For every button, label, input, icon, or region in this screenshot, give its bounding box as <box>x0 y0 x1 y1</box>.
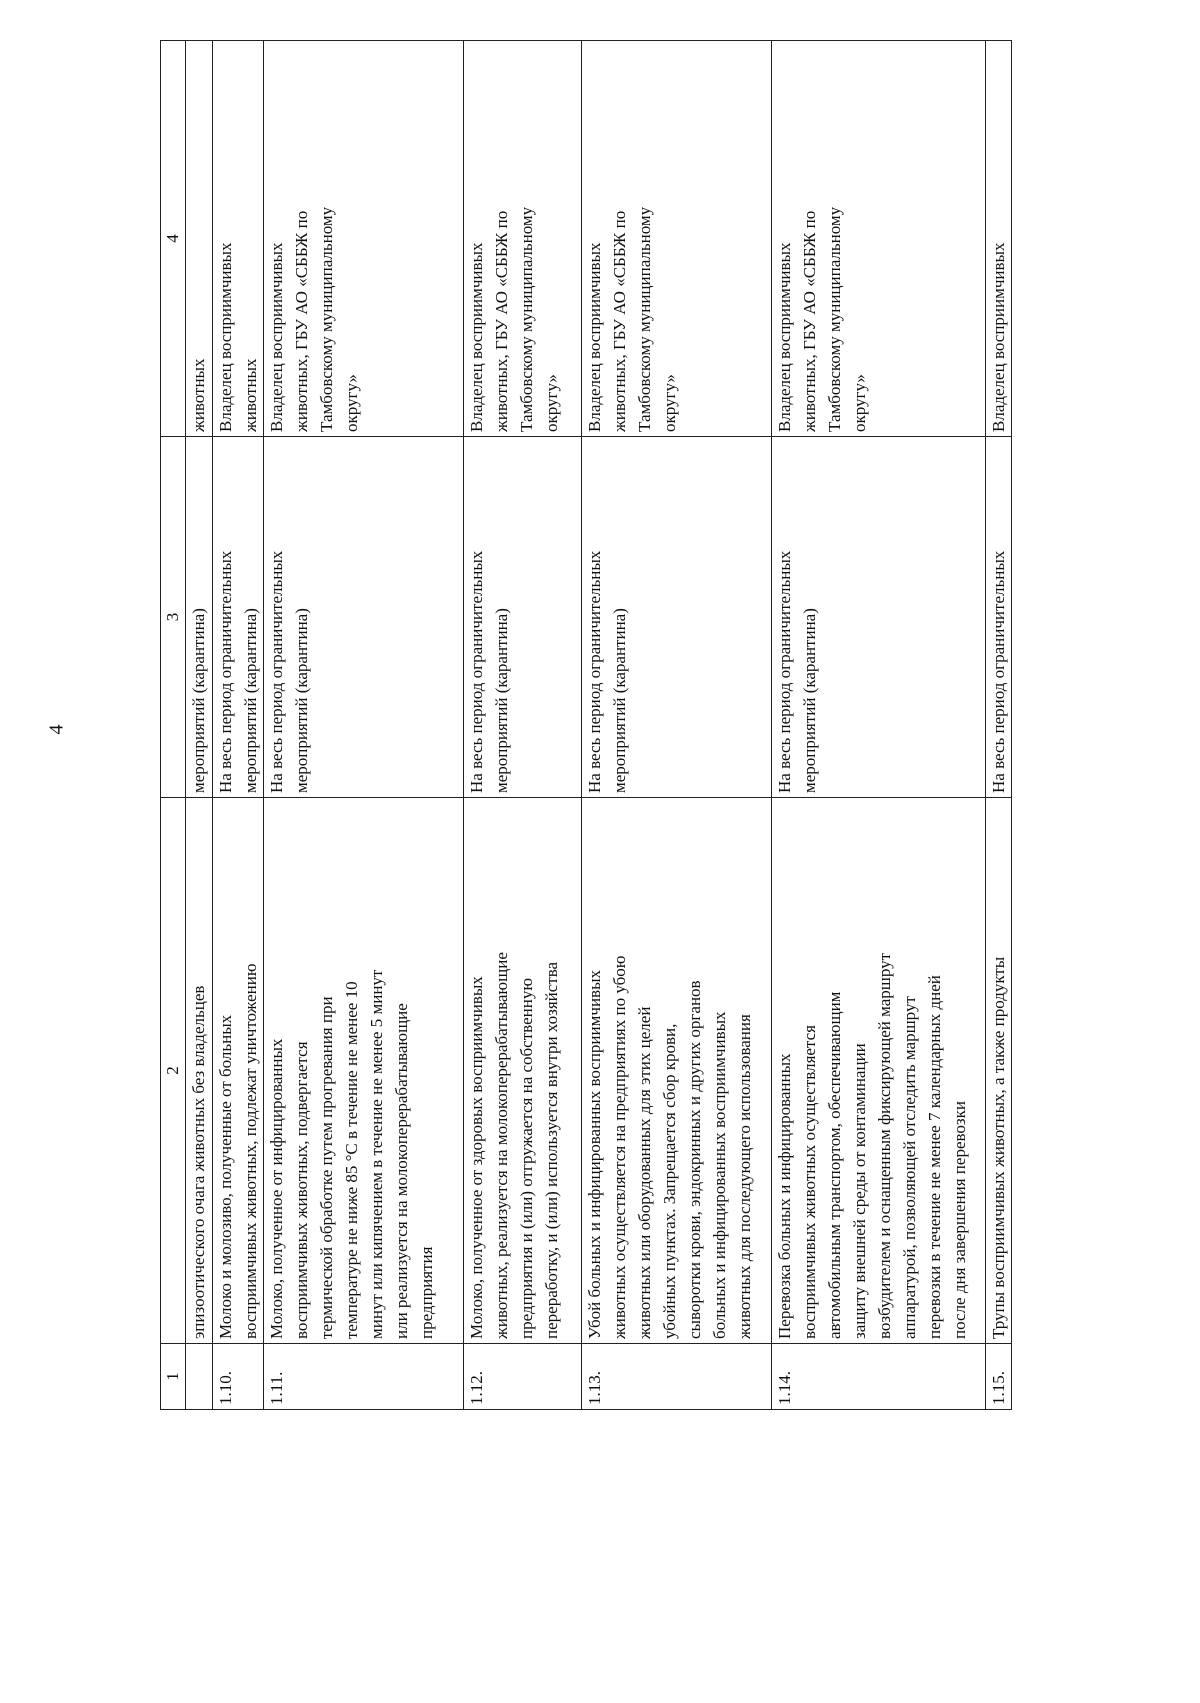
measure-description: Убой больных и инфицированных восприимчивых животных осуществляется на предприятиях по убою животных или оборудованных для этих целей убойных пунктах. Запрещается сбор крови, сыворотки крови, эндокринных и других органов больных и инфицированных восприимчивых животных для последующего использования <box>582 798 772 1344</box>
measure-description: Молоко, полученное от инфицированных восприимчивых животных, подвергается термической обработке путем прогревания при температуре не ниже 85 °С в течение не менее 10 минут или кипячением в течение не менее 5 минут или реализуется на молокоперерабатывающие предприятия <box>264 798 464 1344</box>
table-row <box>213 41 264 1410</box>
measure-responsible: Владелец восприимчивых животных, ГБУ АО «СББЖ по Тамбовскому муниципальному округу» <box>264 41 464 437</box>
measure-description: Молоко и молозиво, полученные от больных восприимчивых животных, подлежат уничтожению <box>213 798 264 1344</box>
row-number: 1.10. <box>213 1344 264 1410</box>
measure-description: Перевозка больных и инфицированных восприимчивых животных осуществляется автомобильным транспортом, обеспечивающим защиту внешней среды от контаминации возбудителем и оснащенным фиксирующей маршрут аппаратурой, позволяющей отследить маршрут перевозки в течение не менее 7 календарных дней после дня завершения перевозки <box>772 798 986 1344</box>
row-number: 1.13. <box>582 1344 772 1410</box>
measure-responsible: Владелец восприимчивых <box>986 41 1012 437</box>
header-col-3: 3 <box>161 437 186 798</box>
measure-responsible: Владелец восприимчивых животных <box>213 41 264 437</box>
header-col-4: 4 <box>161 41 186 437</box>
measures-table <box>160 40 1012 1410</box>
measure-period: На весь период ограничительных <box>986 437 1012 798</box>
measure-period: На весь период ограничительных мероприятий (карантина) <box>772 437 986 798</box>
measure-period: На весь период ограничительных мероприятий (карантина) <box>213 437 264 798</box>
measure-period: На весь период ограничительных мероприятий (карантина) <box>582 437 772 798</box>
measure-responsible: Владелец восприимчивых животных, ГБУ АО «СББЖ по Тамбовскому муниципальному округу» <box>582 41 772 437</box>
table-row <box>582 41 772 1410</box>
row-number: 1.15. <box>986 1344 1012 1410</box>
row-number <box>186 1344 213 1410</box>
measure-period: На весь период ограничительных мероприятий (карантина) <box>464 437 582 798</box>
page-number: 4 <box>45 724 68 735</box>
measure-responsible: Владелец восприимчивых животных, ГБУ АО «СББЖ по Тамбовскому муниципальному округу» <box>772 41 986 437</box>
table-row <box>772 41 986 1410</box>
rotated-table-container <box>160 45 1008 1410</box>
header-col-1: 1 <box>161 1344 186 1410</box>
measure-responsible: животных <box>186 41 213 437</box>
measure-period: На весь период ограничительных мероприятий (карантина) <box>264 437 464 798</box>
measure-description: Молоко, полученное от здоровых восприимчивых животных, реализуется на молокоперерабатывающие предприятия и (или) отгружается на собственную переработку, и (или) используется внутри хозяйства <box>464 798 582 1344</box>
table-header-row <box>161 41 186 1410</box>
measure-responsible: Владелец восприимчивых животных, ГБУ АО «СББЖ по Тамбовскому муниципальному округу» <box>464 41 582 437</box>
table-row <box>986 41 1012 1410</box>
table-row <box>264 41 464 1410</box>
measure-period: мероприятий (карантина) <box>186 437 213 798</box>
header-col-2: 2 <box>161 798 186 1344</box>
row-number: 1.14. <box>772 1344 986 1410</box>
measure-description: Трупы восприимчивых животных, а также продукты <box>986 798 1012 1344</box>
table-row <box>186 41 213 1410</box>
row-number: 1.11. <box>264 1344 464 1410</box>
row-number: 1.12. <box>464 1344 582 1410</box>
measure-description: эпизоотического очага животных без владельцев <box>186 798 213 1344</box>
table-row <box>464 41 582 1410</box>
